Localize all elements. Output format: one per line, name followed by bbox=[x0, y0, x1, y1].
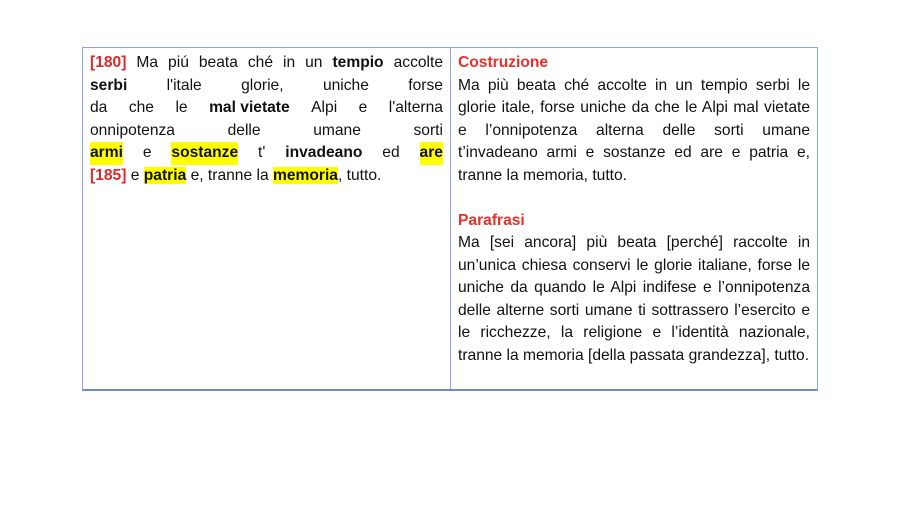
verse-text: e, tranne la bbox=[190, 166, 269, 184]
original-text-cell bbox=[83, 48, 451, 389]
verse-text: glorie, bbox=[241, 76, 284, 94]
verse-text: ed bbox=[382, 144, 400, 161]
costruzione-heading: Costruzione bbox=[458, 54, 549, 71]
verse-text: umane bbox=[313, 121, 361, 139]
verse-text: , tutto. bbox=[337, 166, 382, 184]
parafrasi-heading: Parafrasi bbox=[458, 211, 525, 229]
verse-text: uniche bbox=[322, 76, 369, 94]
verse-text: e bbox=[130, 166, 140, 184]
verse-line bbox=[90, 165, 443, 188]
verse-text: onnipotenza bbox=[90, 121, 175, 139]
line-number: [180] bbox=[90, 54, 127, 71]
verse-text: che bbox=[128, 99, 154, 116]
verse-text: Ma piú beata ché in un bbox=[136, 54, 323, 71]
keyword: mal vietate bbox=[209, 99, 290, 116]
verse-line bbox=[90, 52, 443, 75]
highlighted-keyword: are bbox=[420, 142, 443, 165]
verse-line bbox=[90, 75, 443, 98]
keyword: serbi bbox=[90, 76, 128, 94]
verse-text: delle bbox=[227, 121, 261, 139]
verse-text: le bbox=[175, 99, 188, 116]
keyword: invadeano bbox=[285, 144, 363, 161]
highlighted-keyword: memoria bbox=[272, 166, 338, 184]
verse-text: l'itale bbox=[166, 76, 202, 94]
verse-text: e bbox=[142, 144, 152, 161]
keyword: tempio bbox=[332, 54, 384, 71]
text-table bbox=[82, 47, 818, 391]
verse-text: sorti bbox=[413, 121, 443, 139]
verse-text: da bbox=[90, 99, 108, 116]
highlighted-keyword: sostanze bbox=[171, 142, 238, 165]
verse-text: forse bbox=[408, 76, 443, 94]
verse-text: e bbox=[358, 99, 368, 116]
commentary-cell bbox=[451, 48, 817, 389]
highlighted-keyword: patria bbox=[143, 166, 187, 184]
verse-text: Alpi bbox=[311, 99, 338, 116]
highlighted-keyword: armi bbox=[90, 142, 123, 165]
spacer bbox=[458, 187, 810, 210]
verse-line bbox=[90, 120, 443, 143]
verse-line bbox=[90, 97, 443, 120]
verse-text: t' bbox=[258, 144, 266, 161]
parafrasi-text: Ma [sei ancora] più beata [perché] raccolte in un’unica chiesa conservi le glorie italiane, forse le uniche da quando le Alpi indifese e l’onnipotenza delle alterne sorti umane ti sottrassero l’esercito e le ricchezze, la religione e l’identità nazionale, tranne la memoria [della passata grandezza], tutto. bbox=[458, 234, 810, 364]
verse-text: l'alterna bbox=[388, 99, 443, 116]
line-number: [185] bbox=[90, 166, 127, 184]
verse-text: accolte bbox=[393, 54, 444, 71]
costruzione-text: Ma più beata ché accolte in un tempio serbi le glorie itale, forse uniche da che le Alpi mal vietate e l’onnipotenza alterna delle sorti umane t’invadeano armi e sostanze ed are e patria e, tranne la memoria, tutto. bbox=[458, 76, 810, 184]
verse-line bbox=[90, 142, 443, 165]
